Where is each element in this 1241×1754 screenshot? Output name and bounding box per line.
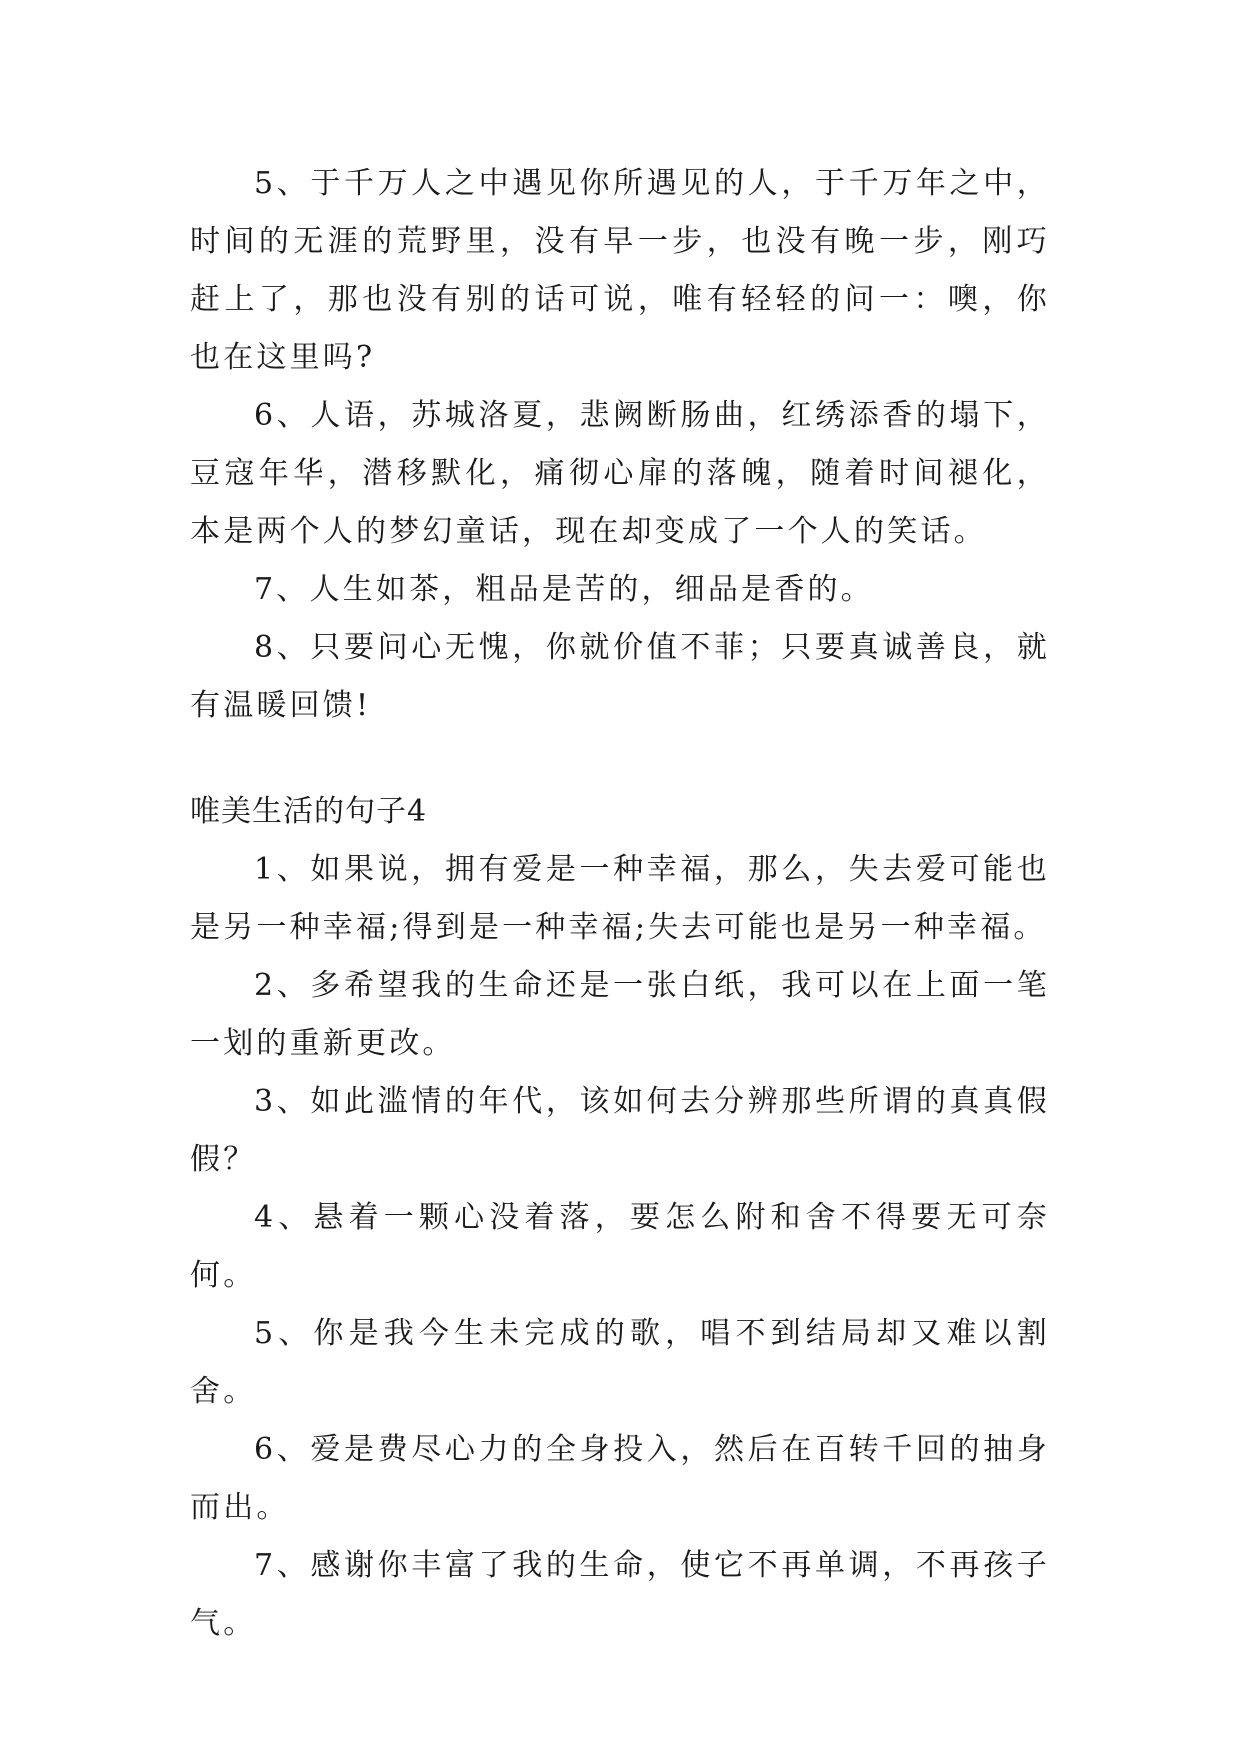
paragraph: 5、于千万人之中遇见你所遇见的人，于千万年之中，时间的无涯的荒野里，没有早一步，也没有晚一步，刚巧赶上了，那也没有别的话可说，唯有轻轻的问一：噢，你也在这里吗? (190, 166, 1050, 375)
paragraph: 3、如此滥情的年代，该如何去分辨那些所谓的真真假假？ (190, 1084, 1050, 1177)
paragraph: 8、只要问心无愧，你就价值不菲；只要真诚善良，就有温暖回馈! (190, 630, 1050, 723)
paragraph: 7、感谢你丰富了我的生命，使它不再单调，不再孩子气。 (190, 1548, 1050, 1641)
paragraph: 7、人生如茶，粗品是苦的，细品是香的。 (254, 572, 874, 607)
paragraph: 6、爱是费尽心力的全身投入，然后在百转千回的抽身而出。 (190, 1432, 1050, 1525)
paragraph: 2、多希望我的生命还是一张白纸，我可以在上面一笔一划的重新更改。 (190, 968, 1050, 1061)
document-body (190, 155, 1050, 1653)
paragraph: 6、人语，苏城洛夏，悲阙断肠曲，红绣添香的塌下，豆寇年华，潜移默化，痛彻心扉的落魄，随着时间褪化，本是两个人的梦幻童话，现在却变成了一个人的笑话。 (190, 398, 1050, 549)
paragraph: 5、你是我今生未完成的歌，唱不到结局却又难以割舍。 (190, 1316, 1050, 1409)
paragraph: 4、悬着一颗心没着落，要怎么附和舍不得要无可奈何。 (190, 1200, 1050, 1293)
paragraph: 1、如果说，拥有爱是一种幸福，那么，失去爱可能也是另一种幸福;得到是一种幸福;失去可能也是另一种幸福。 (190, 852, 1050, 945)
section-heading: 唯美生活的句子4 (190, 794, 428, 829)
